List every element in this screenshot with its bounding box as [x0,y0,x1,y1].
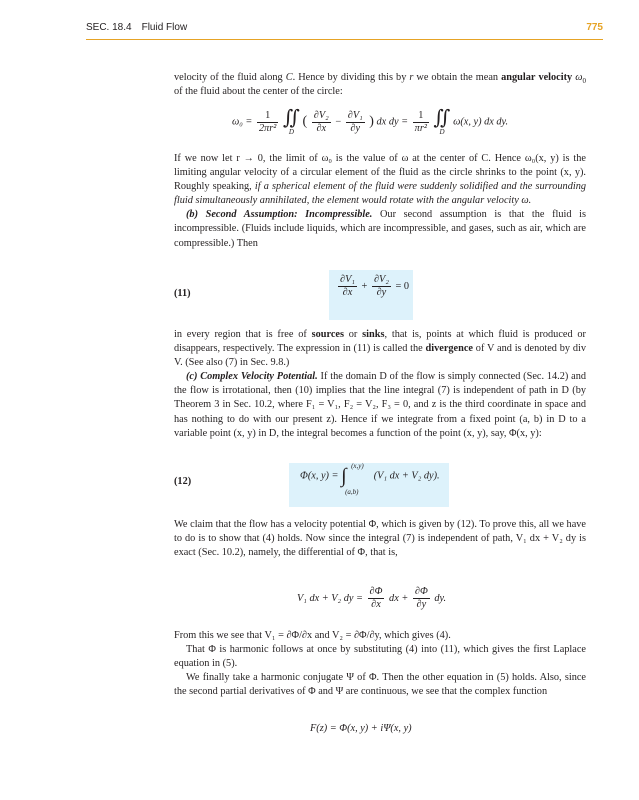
paragraph-divergence: in every region that is free of sources or sinks, that is, points at which fluid is produced or disappears, respectively. The expression in (11) is called the divergence of V and is denoted by div V. (See also (7) in Sec. 9.8.) (c) Complex Velocity Potential. If the domain D of the flow is simply connected (Sec. 14.2) and the flow is irrotational, then (10) implies that the line integral (7) is independent of path in D (by Theorem 3 in Sec. 10.2, where F₁ = V₁, F₂ = V₂, F₃ = 0, and z is the third coordinate in space and has nothing to do with our present z). Hence if we integrate from a fixed point (a, b) in D to a variable point (x, y) in D, the integral becomes a function of the point (x, y), say, Φ(x, y): [174,329,586,439]
equation-complex-potential: F(z) = Φ(x, y) + iΨ(x, y) [310,723,412,734]
header-rule [86,39,603,40]
page-number: 775 [586,22,603,33]
paragraph-limit: If we now let r → 0, the limit of ω₀ is the value of ω at the center of C. Hence ω₀(x, y) is the limiting angular velocity of a circular element of the fluid as the circle shrinks to the point (x, y). Roughly speaking, if a spherical element of the fluid were suddenly solidified and the surrounding fluid simultaneously annihilated, the element would rotate with the angular velocity ω. (b) Second Assumption: Incompressible. Our second assumption is that the fluid is incompressible. (Fluids include liquids, which are incompressible, and gases, such as air, which are compressible.) Then [174,153,587,249]
paragraph-angular-velocity: velocity of the fluid along C. Hence by dividing this by r we obtain the mean angular velocity $\omega_0$ of the fluid about the center of the circle: [174,72,586,98]
equation-velocity-potential: Φ(x, y) = ∫ (x,y) (a,b) (V₁ dx + V₂ dy). [300,462,440,496]
equation-mean-angular-velocity: ω₀ = $\frac{1}{\text{2πr²}}$ ∬ D ( $\frac{\text{∂V₂}}{\partial x}$ − $\frac{\text{∂V₁}}{\partial y}$ ) dx dy = $\frac{1}{\text{πr²}}$ ∬ D ω(x, y) dx dy. [232,107,509,136]
equation-label-11: (11) [174,288,191,299]
equation-differential: V₁ dx + V₂ dy = $\frac{\partial\Phi}{\partial x}$ dx + $\frac{\partial\Phi}{\partial y}$ dy. [297,586,447,610]
section-label: SEC. 18.4 Fluid Flow [86,22,188,33]
equation-label-12: (12) [174,476,192,487]
paragraph-conclusion: From this we see that V₁ = ∂Φ/∂x and V₂ = ∂Φ/∂y, which gives (4). That Φ is harmonic follows at once by substituting (4) into (11), which gives the first Laplace equation in (5). We finally take a harmonic conjugate Ψ of Φ. Then the other equation in (5) holds. Also, since the second partial derivatives of Φ and Ψ are continuous, we see that the complex function [174,630,586,698]
running-header [86,22,603,44]
paragraph-claim: We claim that the flow has a velocity potential Φ, which is given by (12). To prove this, all we have to do is to show that (4) holds. Now since the integral (7) is independent of path, V₁ dx + V₂ dy is exact (Sec. 10.2), namely, the differential of Φ, that is, [174,519,586,559]
equation-divergence: $\frac{\text{∂V₁}}{\partial x}$ + $\frac{\text{∂V₂}}{\partial y}$ = 0 [340,274,410,298]
